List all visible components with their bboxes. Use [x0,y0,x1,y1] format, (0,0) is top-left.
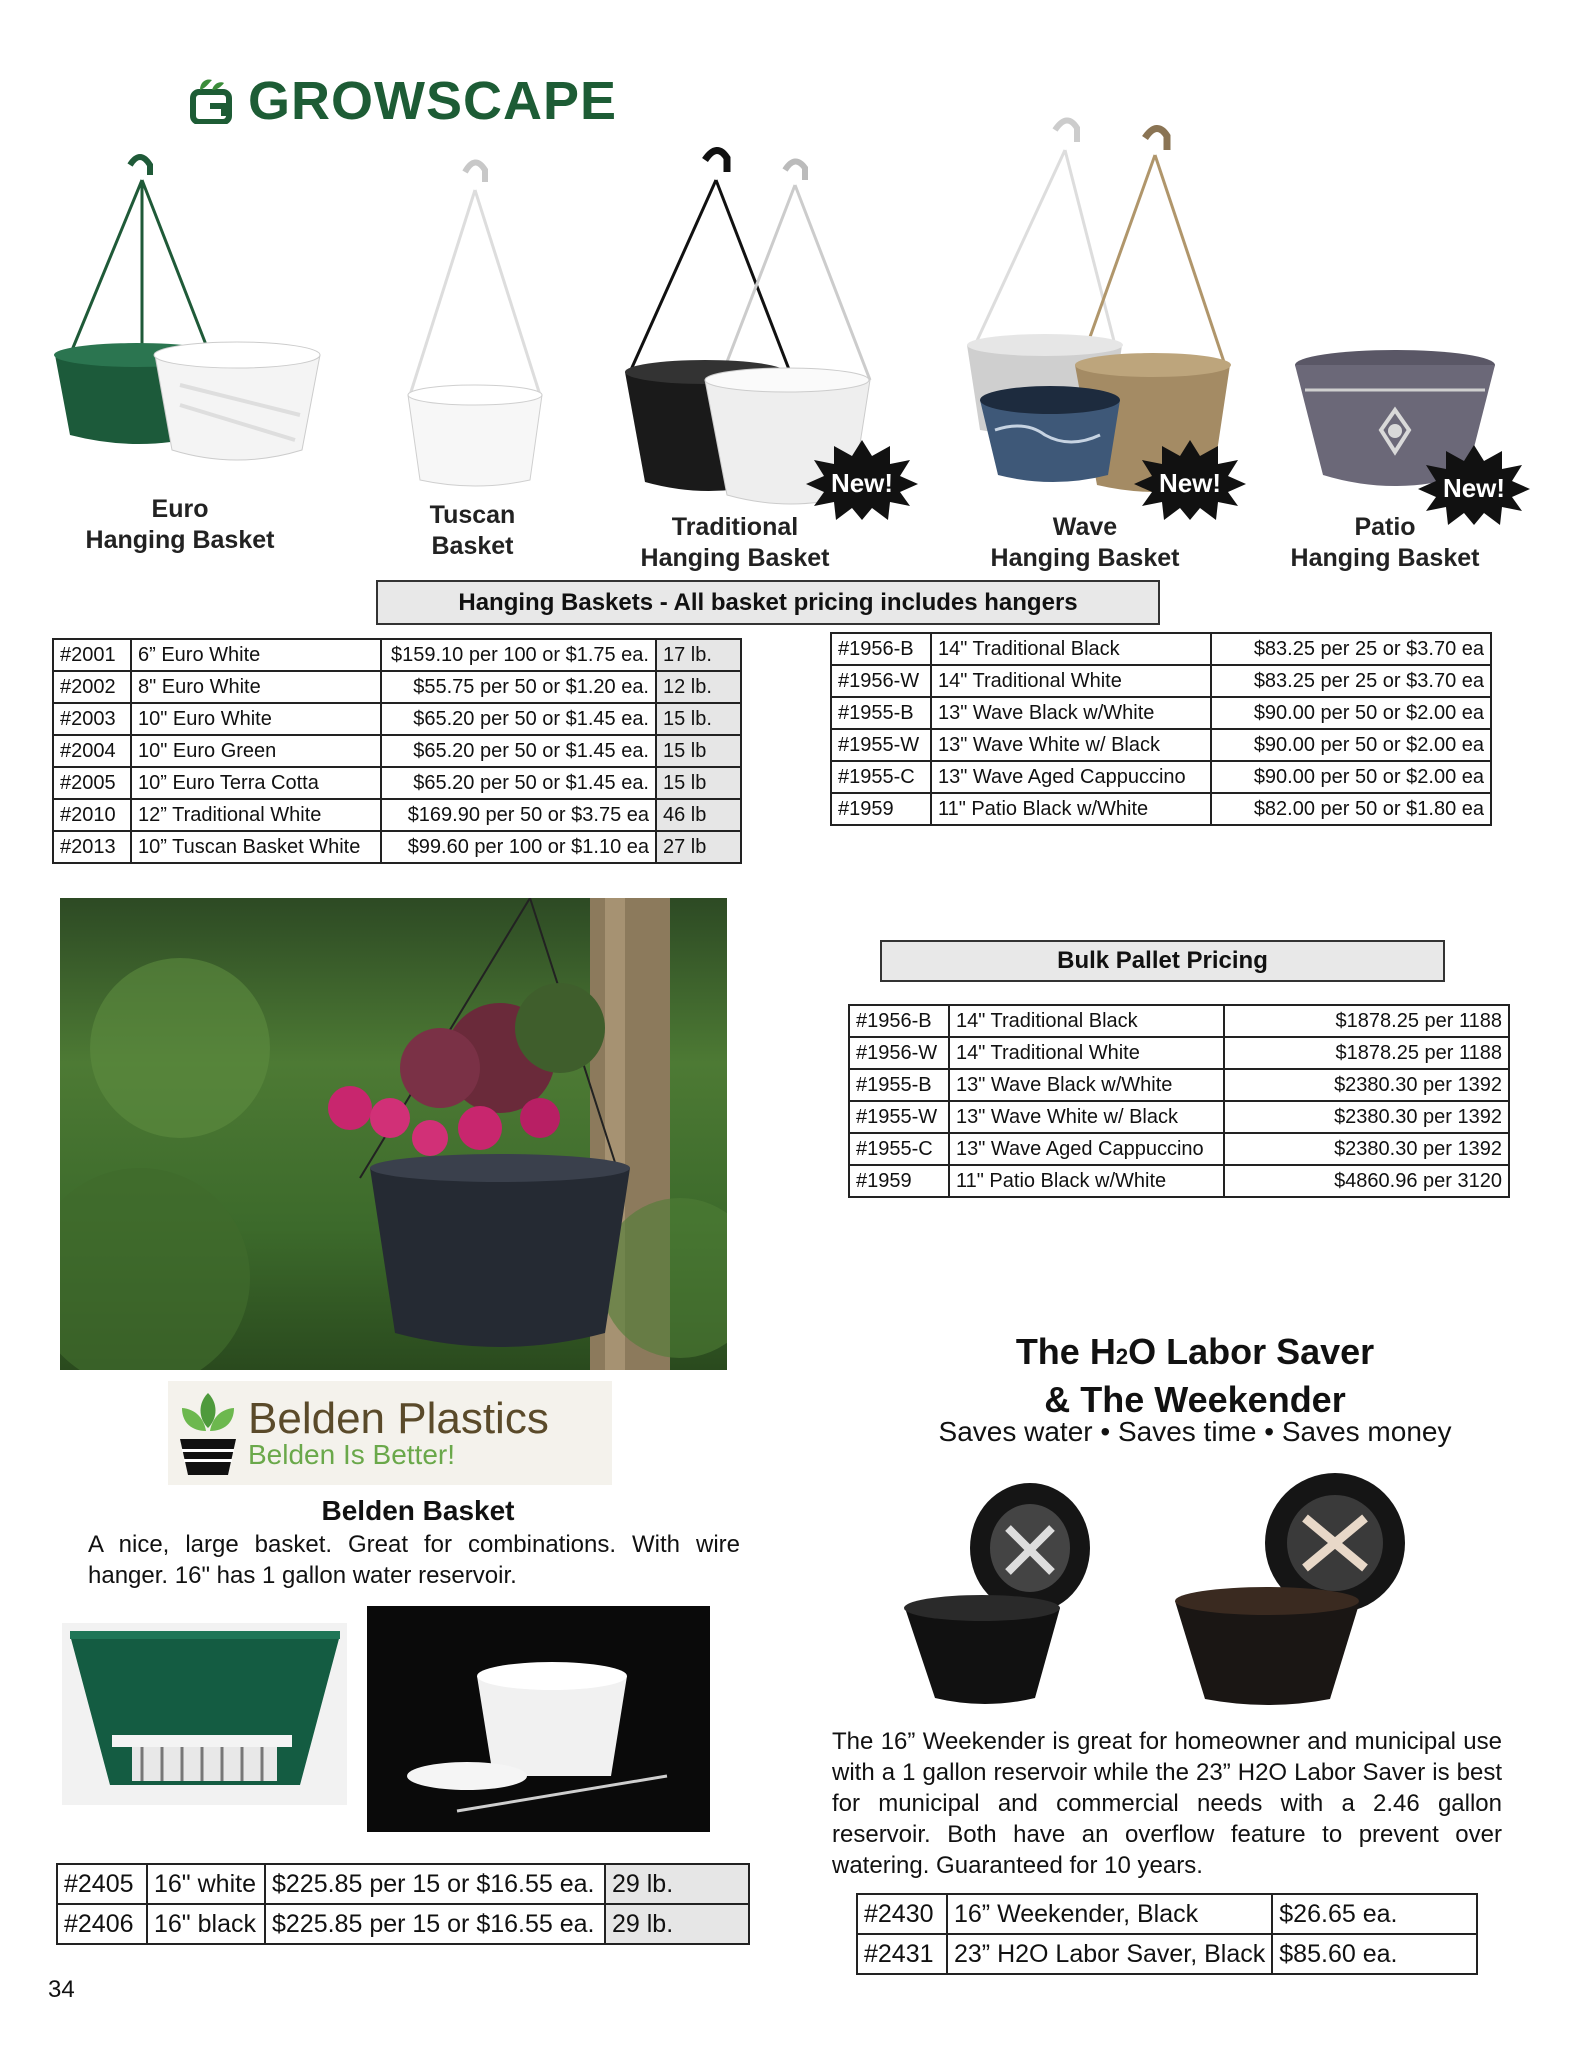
cell-price: $99.60 per 100 or $1.10 ea [381,831,656,863]
cell-sku: #1955-C [831,761,931,793]
cell-desc: 13" Wave Aged Cappuccino [931,761,1211,793]
cell-sku: #1956-B [849,1005,949,1037]
table-row [831,665,1491,697]
cell-sku: #2010 [53,799,131,831]
cell-price: $26.65 ea. [1272,1894,1477,1934]
cell-desc: 14" Traditional Black [931,633,1211,665]
belden-white-basket-image [367,1606,710,1832]
cell-price: $90.00 per 50 or $2.00 ea [1211,761,1491,793]
cell-price: $2380.30 per 1392 [1224,1069,1509,1101]
cell-weight: 17 lb. [656,639,741,671]
table-row [849,1037,1509,1069]
labor-saver-pot-image [1170,1473,1430,1713]
table-row [57,1904,749,1944]
belden-green-basket-image [62,1623,347,1805]
garden-scene-illustration [60,898,727,1370]
traditional-wave-price-table [830,632,1492,826]
product-label-line2: Hanging Basket [990,544,1180,572]
h2o-title [920,1330,1470,1421]
cell-desc: 10” Euro Terra Cotta [131,767,381,799]
cell-desc: 13" Wave Black w/White [931,697,1211,729]
table-row [53,639,741,671]
cell-desc: 13" Wave Aged Cappuccino [949,1133,1224,1165]
belden-logo-name: Belden Plastics [248,1394,549,1443]
cell-sku: #2003 [53,703,131,735]
cell-sku: #1959 [849,1165,949,1197]
table-row [849,1069,1509,1101]
cell-desc: 13" Wave White w/ Black [931,729,1211,761]
weekender-pot-image [900,1483,1110,1708]
cell-sku: #1956-W [849,1037,949,1069]
bulk-pallet-table [848,1004,1510,1198]
table-row [53,767,741,799]
cell-desc: 12” Traditional White [131,799,381,831]
cell-desc: 10” Tuscan Basket White [131,831,381,863]
cell-desc: 16” Weekender, Black [947,1894,1272,1934]
product-label-wave [970,512,1200,574]
cell-price: $1878.25 per 1188 [1224,1037,1509,1069]
hanging-baskets-banner: Hanging Baskets - All basket pricing includes hangers [376,580,1160,625]
cell-sku: #1956-B [831,633,931,665]
bulk-pallet-banner: Bulk Pallet Pricing [880,940,1445,982]
table-row [53,703,741,735]
cell-weight: 15 lb [656,735,741,767]
table-row [831,729,1491,761]
new-badge-traditional [806,440,918,520]
cell-price: $83.25 per 25 or $3.70 ea [1211,665,1491,697]
cell-sku: #2002 [53,671,131,703]
belden-leaf-pot-icon [168,1383,248,1483]
cell-sku: #2431 [857,1934,947,1974]
cell-price: $90.00 per 50 or $2.00 ea [1211,729,1491,761]
product-label-line1: Patio [1354,513,1416,541]
product-label-tuscan [390,500,555,562]
table-row [849,1005,1509,1037]
new-badge-text: New! [1442,473,1506,503]
h2o-title-subscript: 2 [1115,1344,1129,1369]
h2o-title-post: O Labor Saver [1128,1331,1375,1372]
belden-price-table [56,1863,750,1945]
euro-price-table [52,638,742,864]
h2o-title-pre: The H [1015,1331,1116,1372]
cell-weight: 15 lb. [656,703,741,735]
new-badge-text: New! [830,468,894,498]
belden-basket-title: Belden Basket [321,1495,515,1526]
table-row [857,1934,1477,1974]
cell-sku: #1956-W [831,665,931,697]
cell-price: $65.20 per 50 or $1.45 ea. [381,735,656,767]
table-row [53,671,741,703]
product-label-line2: Hanging Basket [1290,544,1480,572]
cell-sku: #1955-C [849,1133,949,1165]
cell-price: $225.85 per 15 or $16.55 ea. [265,1864,605,1904]
belden-logo-tagline: Belden Is Better! [248,1439,456,1470]
product-label-euro [65,494,295,556]
cell-price: $65.20 per 50 or $1.45 ea. [381,767,656,799]
cell-price: $169.90 per 50 or $3.75 ea [381,799,656,831]
cell-sku: #2001 [53,639,131,671]
table-row [849,1133,1509,1165]
table-row [831,793,1491,825]
cell-price: $4860.96 per 3120 [1224,1165,1509,1197]
belden-basket-description: A nice, large basket. Great for combinations. With wire hanger. 16" has 1 gallon water reservoir. [88,1531,740,1589]
cell-sku: #1955-W [831,729,931,761]
brand-name: GROWSCAPE [248,71,618,131]
cell-price: $55.75 per 50 or $1.20 ea. [381,671,656,703]
cell-desc: 6” Euro White [131,639,381,671]
product-label-line1: Wave [1052,513,1118,541]
h2o-tagline: Saves water • Saves time • Saves money [938,1416,1452,1447]
cell-weight: 27 lb [656,831,741,863]
cell-price: $1878.25 per 1188 [1224,1005,1509,1037]
cell-weight: 29 lb. [605,1864,749,1904]
cell-desc: 10" Euro White [131,703,381,735]
cell-price: $2380.30 per 1392 [1224,1101,1509,1133]
cell-weight: 46 lb [656,799,741,831]
cell-weight: 29 lb. [605,1904,749,1944]
cell-sku: #2405 [57,1864,147,1904]
cell-price: $82.00 per 50 or $1.80 ea [1211,793,1491,825]
h2o-price-table [856,1893,1478,1975]
cell-desc: 14" Traditional Black [949,1005,1224,1037]
cell-desc: 14" Traditional White [949,1037,1224,1069]
cell-weight: 12 lb. [656,671,741,703]
cell-sku: #1955-B [849,1069,949,1101]
cell-sku: #1959 [831,793,931,825]
cell-price: $159.10 per 100 or $1.75 ea. [381,639,656,671]
cell-sku: #1955-B [831,697,931,729]
table-row [831,697,1491,729]
table-row [53,735,741,767]
cell-price: $85.60 ea. [1272,1934,1477,1974]
cell-weight: 15 lb [656,767,741,799]
cell-desc: 13" Wave White w/ Black [949,1101,1224,1133]
cell-sku: #2406 [57,1904,147,1944]
cell-sku: #1955-W [849,1101,949,1133]
product-label-traditional [620,512,850,574]
cell-sku: #2430 [857,1894,947,1934]
product-label-line1: Traditional [671,513,799,541]
h2o-title-line1 [920,1330,1470,1378]
table-row [831,633,1491,665]
cell-sku: #2005 [53,767,131,799]
h2o-description: The 16” Weekender is great for homeowner and municipal use with a 1 gallon reservoir while the 23” H2O Labor Saver is best for municipal and commercial needs with a 2.46 gallon reservoir. Both have an overflow feature to prevent over watering. Guaranteed for 10 years. [832,1728,1502,1879]
cell-desc: 8" Euro White [131,671,381,703]
table-row [53,831,741,863]
cell-sku: #2013 [53,831,131,863]
belden-logo [168,1381,612,1485]
table-row [857,1894,1477,1934]
cell-sku: #2004 [53,735,131,767]
product-label-patio [1270,512,1500,574]
cell-desc: 23” H2O Labor Saver, Black [947,1934,1272,1974]
cell-price: $225.85 per 15 or $16.55 ea. [265,1904,605,1944]
new-badge-wave [1134,440,1246,520]
page-number: 34 [48,1976,75,2003]
product-label-line2: Hanging Basket [85,526,275,554]
table-row [57,1864,749,1904]
new-badge-text: New! [1158,468,1222,498]
tuscan-basket-image [400,150,550,490]
cell-desc: 16" black [147,1904,265,1944]
hanging-basket-garden-photo [60,898,727,1370]
cell-desc: 14" Traditional White [931,665,1211,697]
cell-desc: 10" Euro Green [131,735,381,767]
cell-price: $90.00 per 50 or $2.00 ea [1211,697,1491,729]
growscape-logo-icon [190,78,234,124]
table-row [53,799,741,831]
cell-desc: 11" Patio Black w/White [931,793,1211,825]
table-row [831,761,1491,793]
product-label-line1: Euro [151,495,209,523]
euro-basket-image [50,145,330,485]
cell-price: $2380.30 per 1392 [1224,1133,1509,1165]
cell-desc: 16" white [147,1864,265,1904]
cell-desc: 11" Patio Black w/White [949,1165,1224,1197]
cell-price: $83.25 per 25 or $3.70 ea [1211,633,1491,665]
table-row [849,1101,1509,1133]
h2o-title-line2: & The Weekender [1044,1379,1346,1420]
table-row [849,1165,1509,1197]
product-label-line2: Basket [431,532,514,560]
cell-desc: 13" Wave Black w/White [949,1069,1224,1101]
product-label-line1: Tuscan [429,501,516,529]
cell-price: $65.20 per 50 or $1.45 ea. [381,703,656,735]
product-label-line2: Hanging Basket [640,544,830,572]
brand-logo [190,70,617,132]
